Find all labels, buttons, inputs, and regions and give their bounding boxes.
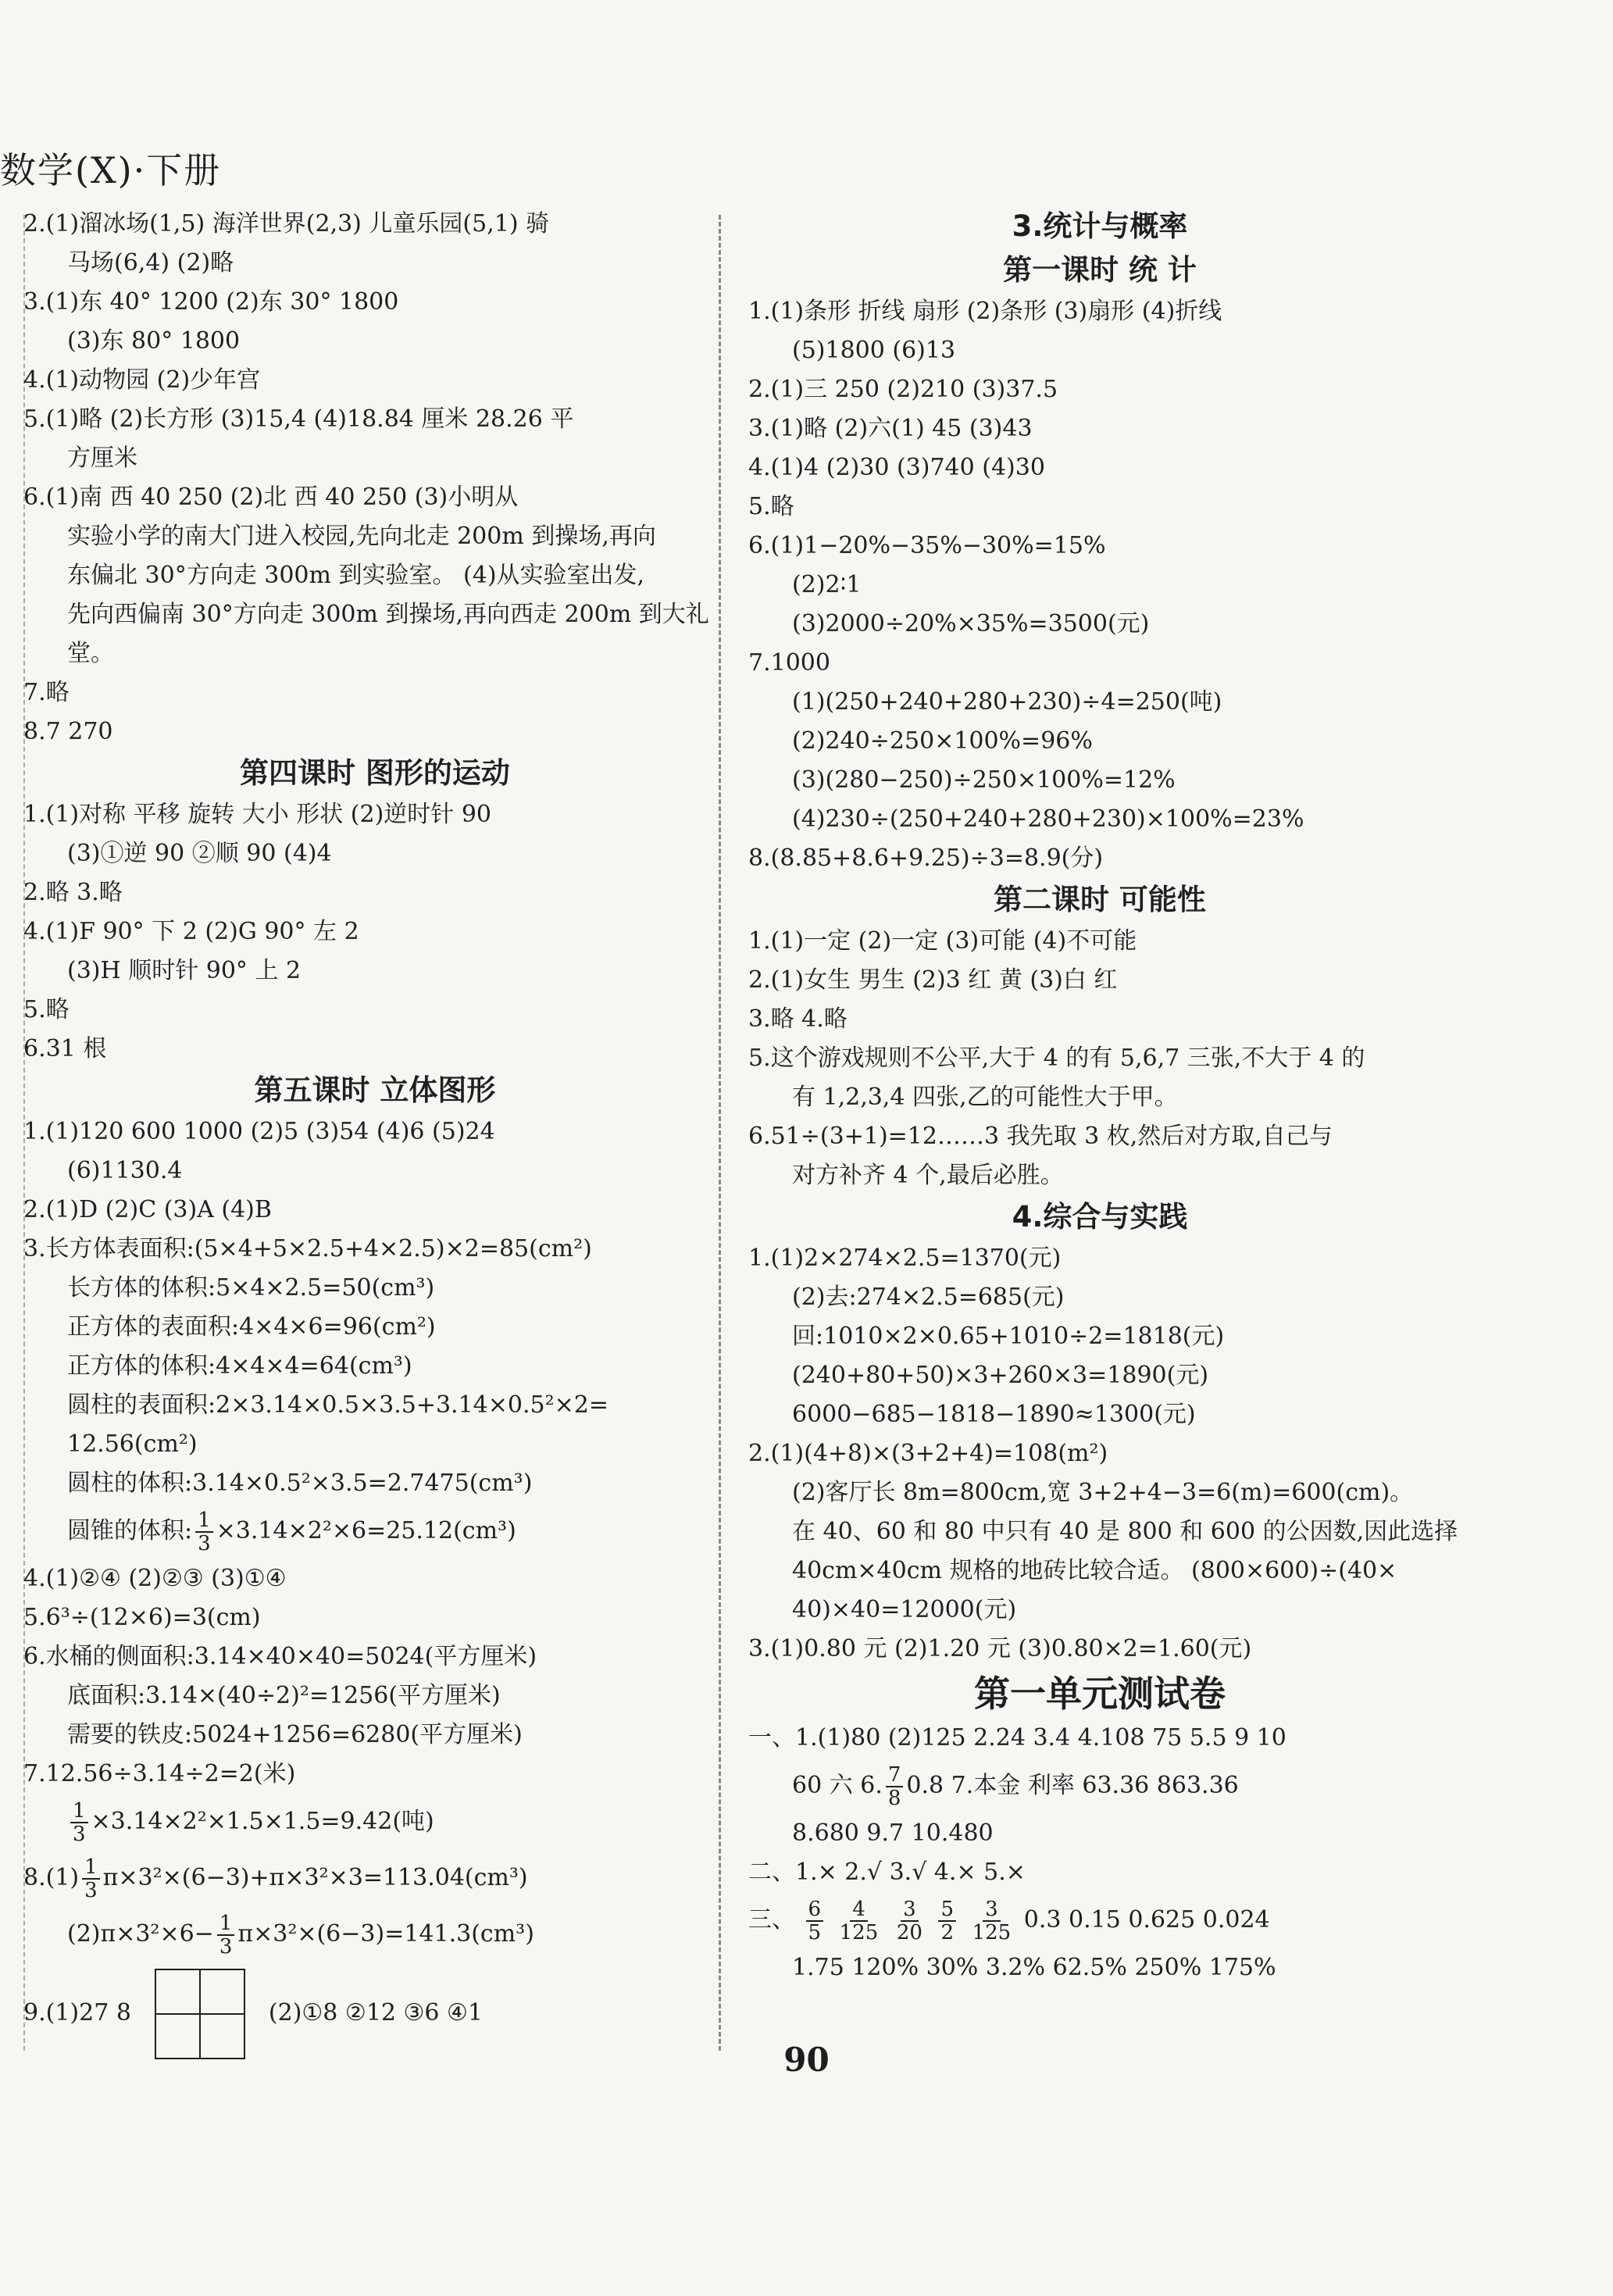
answer-line: 2.(1)女生 男生 (2)3 红 黄 (3)白 红 [748, 966, 1118, 994]
answer-line: 二、1.× 2.√ 3.√ 4.× 5.× [748, 1859, 1026, 1886]
answer-line: 2.(1)三 250 (2)210 (3)37.5 [748, 376, 1058, 403]
answer-line: 2.略 3.略 [23, 879, 123, 906]
section-heading: 第一课时 统 计 [1003, 253, 1197, 287]
section-heading: 4.综合与实践 [1012, 1200, 1188, 1234]
section-heading: 第五课时 立体图形 [254, 1073, 496, 1107]
answer-line: 4.(1)F 90° 下 2 (2)G 90° 左 2 [23, 918, 359, 945]
answer-line: 方厘米 [67, 445, 137, 472]
answer-line: 12.56(cm²) [67, 1430, 198, 1458]
answer-line: (3)①逆 90 ②顺 90 (4)4 [67, 840, 332, 867]
answer-line [23, 1906, 726, 1962]
fraction-numerator: 4 [850, 1898, 868, 1922]
answer-line: 3.长方体表面积:(5×4+5×2.5+4×2.5)×2=85(cm²) [23, 1235, 592, 1262]
answer-line: (2)去:274×2.5=685(元) [792, 1284, 1065, 1311]
answer-line: 回:1010×2×0.65+1010÷2=1818(元) [792, 1323, 1225, 1350]
answer-line: 底面积:3.14×(40÷2)²=1256(平方厘米) [67, 1682, 501, 1709]
answer-line: 8.7 270 [23, 718, 113, 745]
fraction-denominator: 3 [219, 1935, 233, 1959]
section-heading: 3.统计与概率 [1012, 209, 1188, 243]
answer-line: 5.这个游戏规则不公平,大于 4 的有 5,6,7 三张,不大于 4 的 [748, 1044, 1365, 1072]
answer-line: 6000−685−1818−1890≈1300(元) [792, 1401, 1196, 1428]
text-run: 0.3 0.15 0.625 0.024 [1023, 1906, 1270, 1934]
page-number: 90 [783, 2041, 830, 2079]
fraction [886, 1764, 904, 1809]
answer-line: 一、1.(1)80 (2)125 2.24 3.4 4.108 75 5.5 9 10 [748, 1724, 1286, 1751]
answer-line: (240+80+50)×3+260×3=1890(元) [792, 1362, 1209, 1389]
answer-line: 圆柱的表面积:2×3.14×0.5×3.5+3.14×0.5²×2= [67, 1391, 608, 1419]
answer-line: 长方体的体积:5×4×2.5=50(cm³) [67, 1274, 435, 1302]
page-header: 数学(X)·下册 [0, 149, 222, 191]
answer-line: 7.1000 [748, 649, 830, 677]
answer-line: 7.12.56÷3.14÷2=2(米) [23, 1760, 296, 1787]
text-run: 三、 [748, 1906, 795, 1934]
answer-line: (2)240÷250×100%=96% [792, 727, 1093, 755]
answer-line: 7.略 [23, 679, 70, 706]
answer-line: 1.(1)条形 折线 扇形 (2)条形 (3)扇形 (4)折线 [748, 298, 1222, 325]
fraction-numerator: 1 [82, 1856, 100, 1880]
answer-line: 6.31 根 [23, 1035, 107, 1062]
fraction-numerator: 6 [806, 1898, 824, 1922]
answer-line: 5.略 [23, 996, 70, 1023]
answer-line: (3)(280−250)÷250×100%=12% [792, 766, 1176, 794]
fraction [195, 1509, 213, 1555]
answer-line: (2)客厅长 8m=800cm,宽 3+2+4−3=6(m)=600(cm)。 [792, 1479, 1414, 1506]
fraction-denominator: 20 [896, 1921, 922, 1944]
fraction [938, 1898, 956, 1944]
fraction-denominator: 3 [84, 1879, 98, 1902]
answer-line: 40)×40=12000(元) [792, 1596, 1017, 1623]
text-run: (2)①8 ②12 ③6 ④1 [268, 1999, 484, 2026]
answer-line: 东偏北 30°方向走 300m 到实验室。 (4)从实验室出发, [67, 562, 645, 589]
answer-line: 3.(1)略 (2)六(1) 45 (3)43 [748, 415, 1033, 442]
answer-line: 对方补齐 4 个,最后必胜。 [792, 1162, 1064, 1189]
answer-line: 1.(1)2×274×2.5=1370(元) [748, 1244, 1062, 1272]
section-heading: 第四课时 图形的运动 [240, 756, 510, 790]
answer-line: (3)2000÷20%×35%=3500(元) [792, 610, 1150, 637]
answer-line [23, 1503, 726, 1559]
answer-line: 需要的铁皮:5024+1256=6280(平方厘米) [67, 1721, 523, 1748]
fraction-denominator: 5 [808, 1921, 822, 1944]
answer-line [23, 1794, 726, 1850]
answer-line: 正方体的表面积:4×4×6=96(cm²) [67, 1313, 436, 1341]
fraction-denominator: 125 [839, 1921, 879, 1944]
answer-line: 1.(1)120 600 1000 (2)5 (3)54 (4)6 (5)24 [23, 1118, 495, 1145]
answer-line: 5.6³÷(12×6)=3(cm) [23, 1604, 261, 1631]
answer-line: 2.(1)溜冰场(1,5) 海洋世界(2,3) 儿童乐园(5,1) 骑 [23, 210, 550, 237]
answer-line: (3)东 80° 1800 [67, 327, 241, 355]
answer-line: 6.(1)1−20%−35%−30%=15% [748, 532, 1106, 559]
answer-line: 3.略 4.略 [748, 1005, 848, 1033]
answer-line: (6)1130.4 [67, 1157, 183, 1184]
text-run: ×3.14×2²×6=25.12(cm³) [216, 1517, 516, 1544]
answer-line: 4.(1)4 (2)30 (3)740 (4)30 [748, 454, 1045, 481]
answer-line: (3)H 顺时针 90° 上 2 [67, 957, 302, 984]
fraction [82, 1856, 100, 1901]
text-run: 60 六 6. [792, 1772, 883, 1799]
text-run: (2)π×3²×6− [67, 1920, 214, 1948]
answer-line: 8.(8.85+8.6+9.25)÷3=8.9(分) [748, 844, 1104, 872]
fraction-denominator: 8 [887, 1787, 901, 1810]
fraction-numerator: 3 [901, 1898, 919, 1922]
fraction-numerator: 1 [195, 1509, 213, 1533]
answer-line: 5.(1)略 (2)长方形 (3)15,4 (4)18.84 厘米 28.26 平 [23, 405, 574, 433]
fraction [806, 1898, 824, 1944]
answer-line: 堂。 [67, 640, 114, 667]
answer-line: 先向西偏南 30°方向走 300m 到操场,再向西走 200m 到大礼 [67, 601, 709, 628]
answer-line: 40cm×40cm 规格的地砖比较合适。 (800×600)÷(40× [792, 1557, 1397, 1584]
text-run: 9.(1)27 8 [23, 1999, 131, 2026]
answer-line [748, 1758, 1451, 1814]
fraction-numerator: 5 [938, 1898, 956, 1922]
answer-line: 有 1,2,3,4 四张,乙的可能性大于甲。 [792, 1084, 1178, 1111]
answer-line [748, 1892, 1451, 1948]
answer-line: 4.(1)②④ (2)②③ (3)①④ [23, 1565, 287, 1592]
answer-line: 马场(6,4) (2)略 [67, 249, 234, 277]
text-run: 0.8 7.本金 利率 63.36 863.36 [906, 1772, 1239, 1799]
answer-line: 圆柱的体积:3.14×0.5²×3.5=2.7475(cm³) [67, 1469, 533, 1497]
fraction [970, 1898, 1014, 1944]
answer-line: 在 40、60 和 80 中只有 40 是 800 和 600 的公因数,因此选择 [792, 1518, 1458, 1545]
text-run: ×3.14×2²×1.5×1.5=9.42(吨) [91, 1808, 434, 1835]
answer-line: (2)2∶1 [792, 571, 862, 598]
answer-line: 1.(1)一定 (2)一定 (3)可能 (4)不可能 [748, 927, 1137, 955]
answer-line: 实验小学的南大门进入校园,先向北走 200m 到操场,再向 [67, 523, 656, 550]
answer-line: 3.(1)东 40° 1200 (2)东 30° 1800 [23, 288, 399, 316]
fraction-denominator: 3 [73, 1823, 86, 1846]
left-column [23, 205, 726, 2064]
answer-line: 6.水桶的侧面积:3.14×40×40=5024(平方厘米) [23, 1643, 537, 1670]
test-heading: 第一单元测试卷 [974, 1673, 1226, 1715]
answer-line: (5)1800 (6)13 [792, 337, 956, 364]
answer-line: 5.略 [748, 493, 794, 520]
answer-line: 4.(1)动物园 (2)少年宫 [23, 366, 261, 394]
fraction [70, 1800, 88, 1845]
answer-line: 2.(1)D (2)C (3)A (4)B [23, 1196, 272, 1223]
text-run: 圆锥的体积: [67, 1517, 193, 1544]
answer-line: 2.(1)(4+8)×(3+2+4)=108(m²) [748, 1440, 1108, 1467]
right-column [748, 205, 1458, 1987]
fraction-numerator: 1 [70, 1800, 88, 1823]
fraction-numerator: 1 [217, 1912, 235, 1936]
fraction [217, 1912, 235, 1958]
text-run: 8.(1) [23, 1864, 80, 1891]
fraction-denominator: 3 [198, 1532, 211, 1555]
answer-line: (4)230÷(250+240+280+230)×100%=23% [792, 805, 1304, 833]
text-run: π×3²×(6−3)=141.3(cm³) [237, 1920, 534, 1948]
fraction [894, 1898, 925, 1944]
section-heading: 第二课时 可能性 [994, 883, 1206, 916]
answer-line: 1.75 120% 30% 3.2% 62.5% 250% 175% [792, 1954, 1276, 1981]
answer-line: 正方体的体积:4×4×4=64(cm³) [67, 1352, 412, 1380]
fraction-numerator: 3 [983, 1898, 1001, 1922]
fraction [837, 1898, 881, 1944]
answer-line: 6.51÷(3+1)=12……3 我先取 3 枚,然后对方取,自己与 [748, 1123, 1333, 1150]
answer-line: (1)(250+240+280+230)÷4=250(吨) [792, 688, 1222, 716]
fraction-denominator: 2 [940, 1921, 955, 1944]
answer-line: 1.(1)对称 平移 旋转 大小 形状 (2)逆时针 90 [23, 801, 492, 828]
answer-line: 3.(1)0.80 元 (2)1.20 元 (3)0.80×2=1.60(元) [748, 1635, 1252, 1662]
answer-line: 6.(1)南 西 40 250 (2)北 西 40 250 (3)小明从 [23, 484, 519, 511]
text-run: π×3²×(6−3)+π×3²×3=113.04(cm³) [102, 1864, 528, 1891]
fraction-numerator: 7 [886, 1764, 904, 1787]
answer-line [23, 1850, 726, 1906]
answer-line: 8.680 9.7 10.480 [792, 1819, 994, 1847]
fraction-denominator: 125 [972, 1921, 1012, 1944]
